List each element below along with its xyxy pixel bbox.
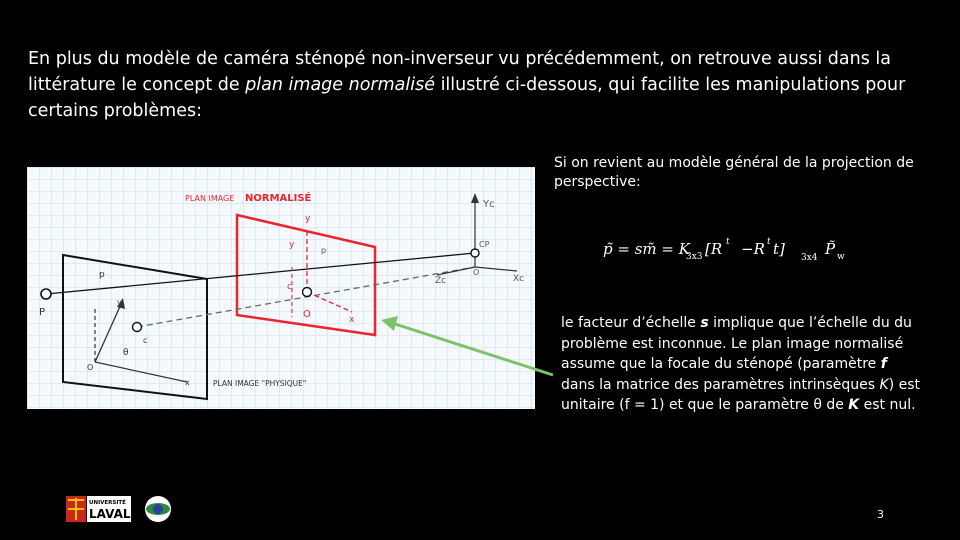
point-cp (471, 249, 479, 257)
explain-f: f (880, 356, 887, 372)
formula-lhs: p̃ = sm̃ = K (603, 240, 690, 258)
formula-svg (603, 232, 865, 268)
formula-tvec: t] (773, 240, 785, 258)
logo-laval: LAVAL (89, 507, 131, 521)
footer-logos (64, 494, 184, 524)
explain-d: ) est unitaire (f = 1) et que le paramètre θ de (561, 376, 920, 413)
label-xc: Xc (513, 274, 525, 284)
formula-rhs: P̃ (825, 240, 836, 258)
label-cp: CP (479, 240, 490, 249)
label-o: O (473, 268, 480, 277)
intro-emphasis: plan image normalisé (245, 75, 435, 95)
title-red: NORMALISÉ (245, 193, 312, 204)
explain-b: implique que l’échelle du du problème est inconnue. Le plan image normalisé assume que la focale du sténopé (paramètre (561, 315, 912, 372)
intro-text-1: En plus du modèle de caméra sténopé non-inverseur vu précédemment, on retrouve aussi dans la littérature le concept de (28, 49, 891, 95)
label-p: p (99, 270, 105, 280)
page-number: 3 (877, 508, 884, 521)
explain-s: s (700, 315, 709, 331)
projection-intro: Si on revient au modèle général de la projection de perspective: (554, 155, 914, 190)
formula-t-sup: t (726, 237, 730, 247)
pinhole-sketch (27, 167, 535, 409)
formula-w-sub: w (837, 252, 845, 262)
explain-c: dans la matrice des paramètres intrinsèques (561, 376, 880, 393)
point-pw (41, 289, 51, 299)
intro-text-2: illustré ci-dessous, qui facilite les manipulations pour certains problèmes: (28, 75, 906, 121)
label-phys-plane: PLAN IMAGE "PHYSIQUE" (213, 379, 307, 388)
formula-mid: [R (705, 240, 723, 258)
projection-formula (603, 232, 865, 268)
explain-e: est nul. (859, 397, 916, 413)
label-yc: Yc (483, 199, 495, 210)
label-o-red: O (303, 309, 311, 320)
explain-a: le facteur d’échelle (561, 315, 701, 331)
point-c (133, 323, 142, 332)
logos-svg (64, 494, 184, 524)
label-y-red: y (289, 240, 295, 250)
label-o-phys: O (87, 363, 94, 372)
formula-t2-sup: t (767, 237, 771, 247)
label-c: c (143, 336, 148, 345)
explain-k2: K (848, 397, 860, 413)
intro-paragraph (28, 46, 928, 124)
logo-univ-small: UNIVERSITÉ (89, 500, 126, 506)
label-theta: θ (123, 348, 129, 358)
formula-k-sub: 3x3 (686, 252, 703, 262)
label-c-red: c (287, 282, 292, 292)
explanation-paragraph (561, 313, 921, 416)
formula-minus: −R (741, 240, 765, 258)
pinhole-figure (27, 167, 535, 409)
label-p-red: p (321, 246, 327, 255)
formula-bracket-sub: 3x4 (801, 253, 818, 263)
label-x-phys: x (185, 378, 190, 387)
label-x-red: x (349, 315, 355, 325)
label-pw: P (39, 307, 46, 318)
label-y-phys: y (117, 298, 122, 307)
title-plain: PLAN IMAGE (185, 194, 235, 203)
label-y-red-top: y (305, 214, 311, 224)
label-zc: Zc (435, 276, 447, 286)
explain-k: K (879, 376, 889, 393)
lab-logo-pupil (153, 504, 163, 514)
point-red-c (303, 288, 312, 297)
